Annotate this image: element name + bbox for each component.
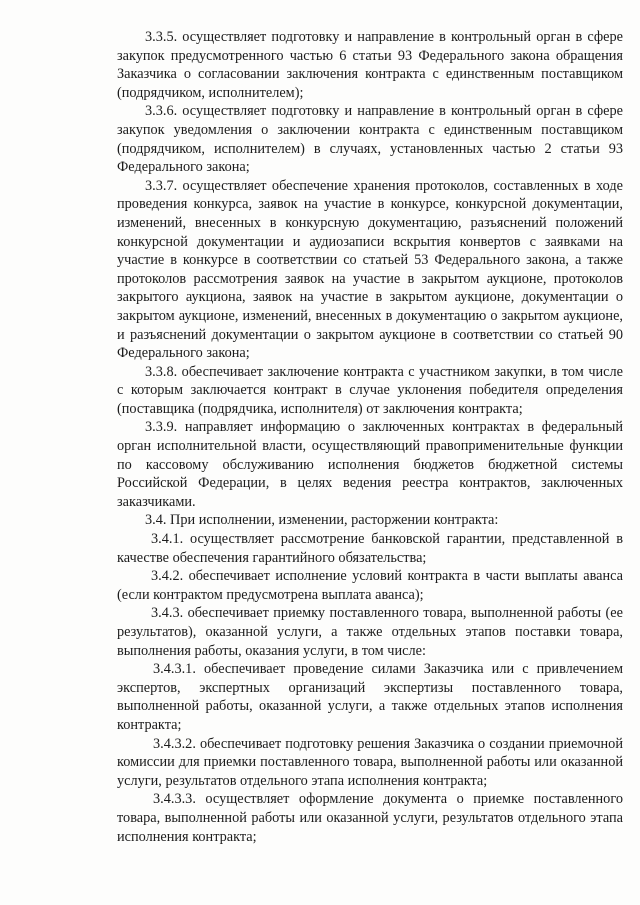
paragraph-3-3-9: 3.3.9. направляет информацию о заключенных контрактах в федеральный орган исполнительной власти, осуществляющий правоприменительные функции по кассовому обслуживанию исполнения бюджетов бюджетной системы Российской Федерации, в целях ведения реестра контрактов, заключенных заказчиками. [117, 419, 623, 510]
document-body [117, 28, 623, 846]
paragraph-3-3-8: 3.3.8. обеспечивает заключение контракта с участником закупки, в том числе с которым заключается контракт в случае уклонения победителя определения (поставщика (подрядчика, исполнителя) от заключения контракта; [117, 363, 623, 417]
paragraph-3-3-7: 3.3.7. осуществляет обеспечение хранения протоколов, составленных в ходе проведения конкурса, заявок на участие в конкурсе, конкурсной документации, изменений, внесенных в конкурсную документацию, разъяснений положений конкурсной документации и аудиозаписи вскрытия конвертов с заявками на участие в конкурсе в соответствии со статьей 53 Федерального закона, а также протоколов рассмотрения заявок на участие в закрытом аукционе, протоколов закрытого аукциона, заявок на участие в закрытом аукционе, документации о закрытом аукционе, изменений, внесенных в документацию о закрытом аукционе, и разъяснений документации о закрытом аукционе в соответствии со статьей 90 Федерального закона; [117, 177, 623, 362]
paragraph-3-3-6: 3.3.6. осуществляет подготовку и направление в контрольный орган в сфере закупок уведомления о заключении контракта с единственным поставщиком (подрядчиком, исполнителем) в случаях, установленных частью 2 статьи 93 Федерального закона; [117, 103, 623, 176]
paragraph-3-4-1: 3.4.1. осуществляет рассмотрение банковской гарантии, представленной в качестве обеспечения гарантийного обязательства; [117, 531, 623, 566]
paragraph-3-4-2: 3.4.2. обеспечивает исполнение условий контракта в части выплаты аванса (если контрактом предусмотрена выплата аванса); [117, 568, 623, 603]
paragraph-3-4-3: 3.4.3. обеспечивает приемку поставленного товара, выполненной работы (ее результатов), оказанной услуги, а также отдельных этапов поставки товара, выполнения работы, оказания услуги, в том числе: [117, 605, 623, 659]
paragraph-3-4: 3.4. При исполнении, изменении, расторжении контракта: [145, 512, 499, 529]
paragraph-3-4-3-3: 3.4.3.3. осуществляет оформление документа о приемке поставленного товара, выполненной работы или оказанной услуги, результатов отдельного этапа исполнения контракта; [117, 791, 623, 845]
paragraph-3-3-5: 3.3.5. осуществляет подготовку и направление в контрольный орган в сфере закупок предусмотренного частью 6 статьи 93 Федерального закона обращения Заказчика о согласовании заключения контракта с единственным поставщиком (подрядчиком, исполнителем); [117, 29, 623, 101]
paragraph-3-4-3-1: 3.4.3.1. обеспечивает проведение силами Заказчика или с привлечением экспертов, экспертных организаций экспертизы поставленного товара, выполненной работы, оказанной услуги, а также отдельных этапов исполнения контракта; [117, 661, 623, 733]
paragraph-3-4-3-2: 3.4.3.2. обеспечивает подготовку решения Заказчика о создании приемочной комиссии для приемки поставленного товара, выполненной работы или оказанной услуги, результатов отдельного этапа исполнения контракта; [117, 735, 623, 789]
